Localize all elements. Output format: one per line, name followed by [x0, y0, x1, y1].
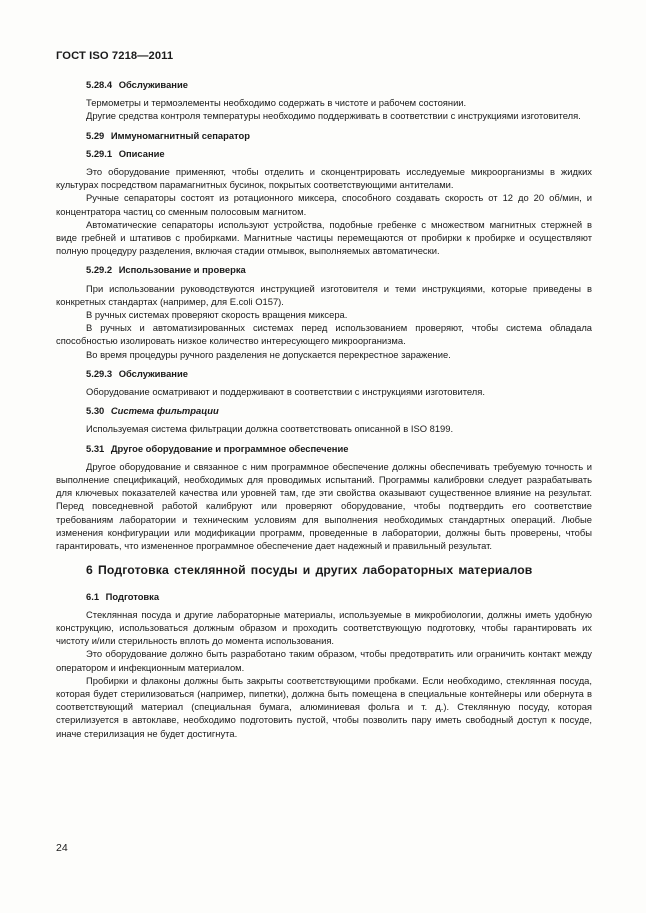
heading-title: Обслуживание — [118, 79, 188, 90]
subsection-heading — [86, 263, 592, 276]
paragraph: При использовании руководствуются инструкцией изготовителя и теми инструкциями, которые приведены в конкретных стандартах (например, для E.coli O157). — [56, 282, 592, 307]
page-number: 24 — [56, 842, 68, 854]
paragraph: Другие средства контроля температуры необходимо поддерживать в соответствии с инструкциями изготовителя. — [86, 110, 581, 122]
subsection-heading — [86, 442, 592, 455]
paragraph: Оборудование осматривают и поддерживают в соответствии с инструкциями изготовителя. — [86, 386, 485, 398]
section-heading — [86, 564, 592, 577]
heading-number: 5.29.2 — [86, 264, 113, 276]
subsection-heading — [86, 367, 592, 380]
heading-number: 6 — [86, 563, 93, 578]
heading-title: Описание — [118, 147, 165, 159]
heading-title: Иммуномагнитный сепаратор — [110, 129, 250, 141]
heading-number: 5.31 — [86, 442, 105, 454]
heading-title: Система фильтрации — [110, 405, 219, 417]
paragraph: Во время процедуры ручного разделения не допускается перекрестное заражение. — [86, 348, 451, 360]
heading-title: Другое оборудование и программное обеспечение — [110, 442, 349, 454]
subsection-heading — [86, 129, 592, 142]
heading-number: 5.29.1 — [86, 147, 113, 159]
document-body — [56, 76, 592, 740]
heading-title: Использование и проверка — [118, 264, 246, 276]
paragraph: Стеклянная посуда и другие лабораторные материалы, используемые в микробиологии, должны иметь удобную конструкцию, использоваться должным образом и проходить соответствующую подготовку, чтобы гарантировать их чистоту и/или стерильность вплоть до момента использования. — [56, 608, 592, 647]
heading-number: 5.29.3 — [86, 367, 113, 379]
heading-title: Подготовка стеклянной посуды и других лабораторных материалов — [97, 563, 533, 578]
standard-code-header: ГОСТ ISO 7218—2011 — [56, 50, 174, 62]
paragraph: Это оборудование применяют, чтобы отделить и сконцентрировать исследуемые микроорганизмы в жидких культурах посредством парамагнитных бусинок, покрытых соответствующими антителами. — [56, 166, 592, 191]
subsection-heading — [86, 404, 592, 417]
paragraph: В ручных и автоматизированных системах перед использованием проверяют, чтобы система обладала способностью изолировать низкое количество интересующего микроорганизма. — [56, 322, 592, 347]
paragraph: Другое оборудование и связанное с ним программное обеспечение должны обеспечивать требуемую точность и выполнение спецификаций, необходимых для проводимых испытаний. Программы калибровки следует разрабатывать для ключевых показателей качества или уровней там, где эти свойства оказывают существенное влияние на результат. Перед повседневной работой калибруют или проверяют оборудование, чтобы подтвердить его соответствие требованиям лаборатории и техническим условиям для выполнения необходимых стандартных операций. Любые изменения конфигурации или модификации программ, проведенные в лаборатории, должны быть проверены, чтобы гарантировать, что измененное программное обеспечение дает надежный и правильный результат. — [56, 460, 592, 552]
subsection-heading — [86, 78, 592, 91]
paragraph: Термометры и термоэлементы необходимо содержать в чистоте и рабочем состоянии. — [86, 97, 467, 109]
subsection-heading — [86, 147, 592, 160]
subsection-heading — [86, 590, 592, 603]
paragraph: Автоматические сепараторы используют устройства, подобные гребенке с множеством магнитных стержней в виде гребней и штативов с пробирками. Магнитные частицы перемещаются от пробирки к пробирке и осуществляют полную процедуру разделения, включая стадии отмывок, выполняемых автоматически. — [56, 218, 592, 257]
heading-number: 6.1 — [86, 590, 100, 602]
paragraph: Пробирки и флаконы должны быть закрыты соответствующими пробками. Если необходимо, стеклянная посуда, которая будет стерилизоваться (например, пипетки), должна быть помещена в специальные контейнеры или обернута в соответствующий материал (специальная бумага, алюминиевая фольга и т. д.). Стеклянную посуду, которая стерилизуется в автоклаве, необходимо подготовить пустой, чтобы позволить пару иметь свободный доступ к посуде, иначе стерилизация не будет достигнута. — [56, 674, 592, 739]
heading-number: 5.30 — [86, 405, 105, 417]
heading-title: Обслуживание — [118, 367, 188, 379]
heading-title: Подготовка — [105, 590, 160, 602]
paragraph: Используемая система фильтрации должна соответствовать описанной в ISO 8199. — [86, 423, 454, 435]
heading-number: 5.28.4 — [86, 79, 113, 90]
paragraph: В ручных системах проверяют скорость вращения миксера. — [86, 309, 348, 321]
paragraph: Это оборудование должно быть разработано таким образом, чтобы предотвратить или ограничить контакт между оператором и инфекционным материалом. — [56, 648, 592, 673]
paragraph: Ручные сепараторы состоят из ротационного миксера, способного создавать скорость от 12 до 20 об/мин, и концентратора частиц со сменным полосовым магнитом. — [56, 192, 592, 217]
heading-number: 5.29 — [86, 129, 105, 141]
